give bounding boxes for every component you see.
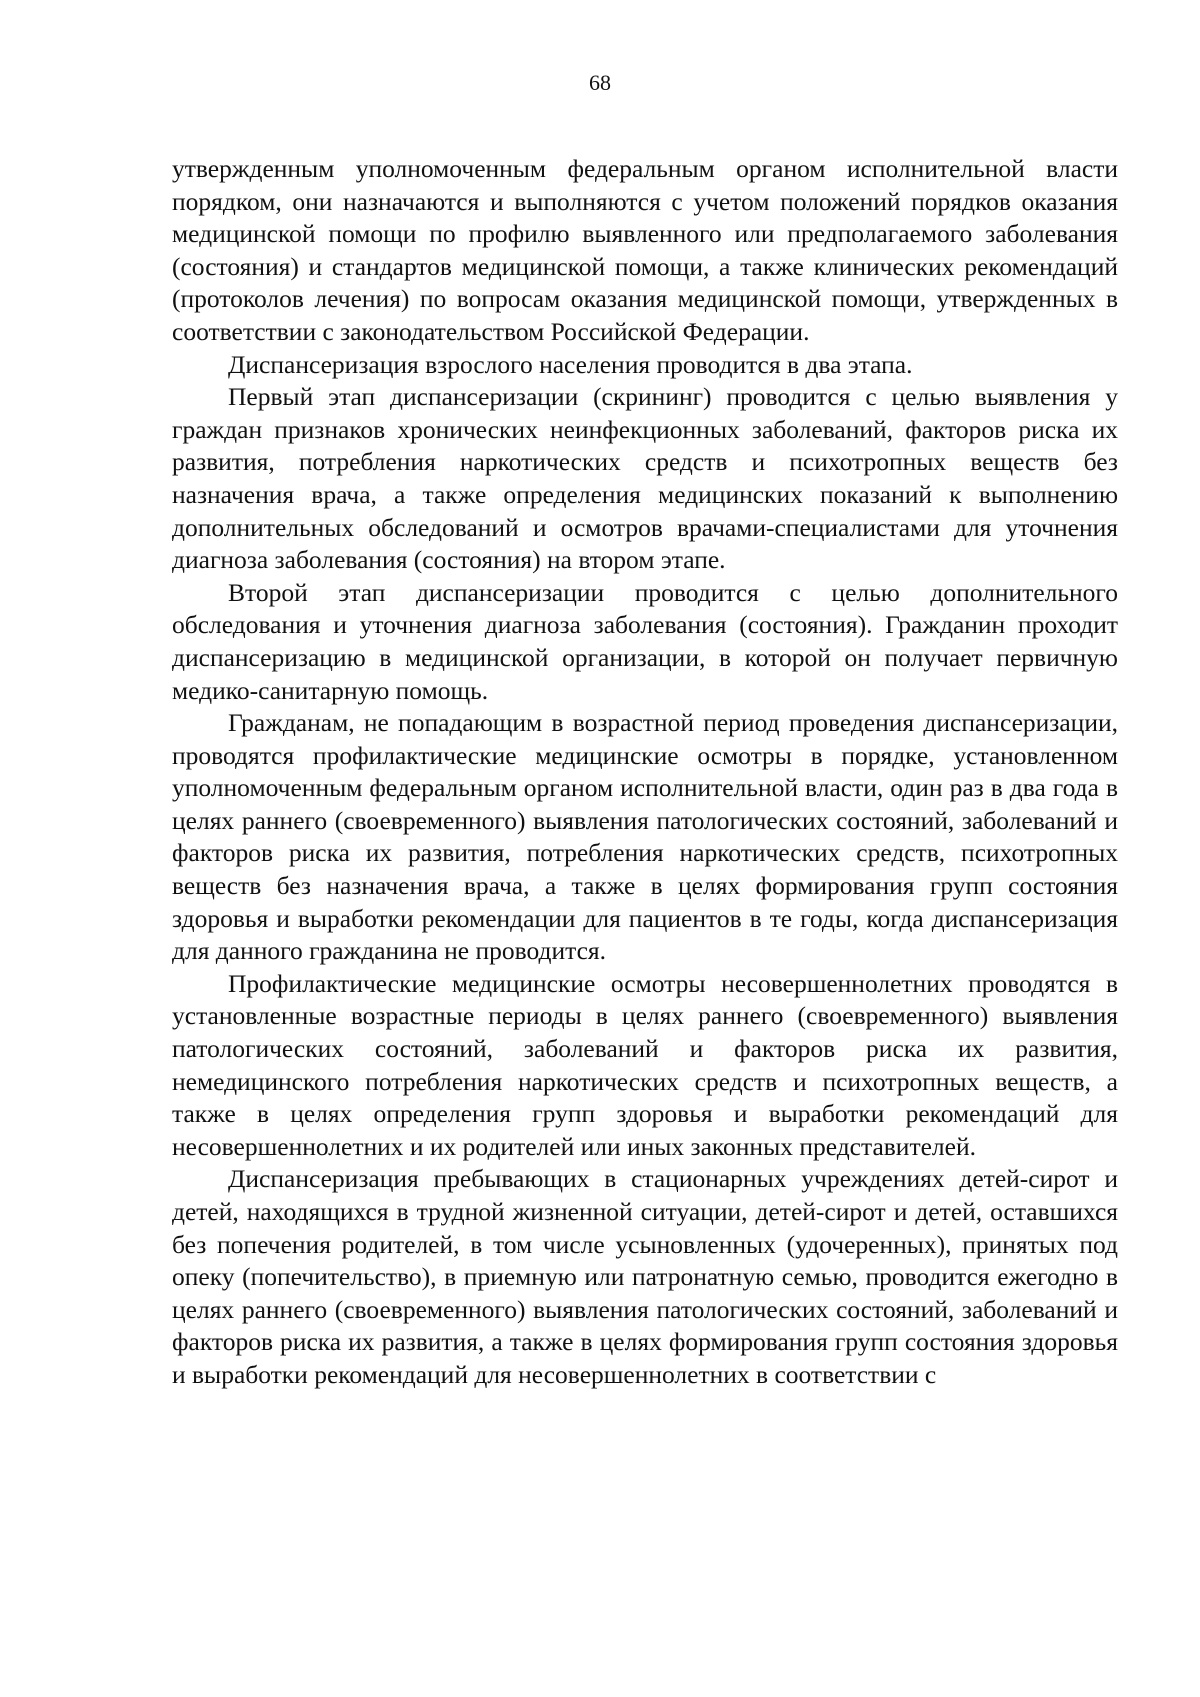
paragraph-preventive-exams-minors: Профилактические медицинские осмотры несовершеннолетних проводятся в установленные возрастные периоды в целях раннего (своевременного) выявления патологических состояний, заболеваний и факторов риска их развития, немедицинского потребления наркотических средств и психотропных веществ, а также в целях определения групп здоровья и выработки рекомендаций для несовершеннолетних и их родителей или иных законных представителей.: [172, 968, 1118, 1161]
paragraph-continuation: утвержденным уполномоченным федеральным органом исполнительной власти порядком, они назначаются и выполняются с учетом положений порядков оказания медицинской помощи по профилю выявленного или предполагаемого заболевания (состояния) и стандартов медицинской помощи, а также клинических рекомендаций (протоколов лечения) по вопросам оказания медицинской помощи, утвержденных в соответствии с законодательством Российской Федерации.: [172, 154, 1118, 346]
page-number: 68: [589, 70, 611, 95]
paragraph-preventive-exams-adults: Гражданам, не попадающим в возрастной период проведения диспансеризации, проводятся профилактические медицинские осмотры в порядке, установленном уполномоченным федеральным органом исполнительной власти, один раз в два года в целях раннего (своевременного) выявления патологических состояний, заболеваний и факторов риска их развития, потребления наркотических средств, психотропных веществ без назначения врача, а также в целях формирования групп состояния здоровья и выработки рекомендации для пациентов в те годы, когда диспансеризация для данного гражданина не проводится.: [172, 708, 1118, 966]
paragraph-orphans-dispensary: Диспансеризация пребывающих в стационарных учреждениях детей-сирот и детей, находящихся в трудной жизненной ситуации, детей-сирот и детей, оставшихся без попечения родителей, в том числе усыновленных (удочеренных), принятых под опеку (попечительство), в приемную или патронатную семью, проводится ежегодно в целях раннего (своевременного) выявления патологических состояний, заболеваний и факторов риска их развития, а также в целях формирования групп состояния здоровья и выработки рекомендаций для несовершеннолетних в соответствии с: [172, 1164, 1118, 1389]
paragraph-second-stage: Второй этап диспансеризации проводится с целью дополнительного обследования и уточнения диагноза заболевания (состояния). Гражданин проходит диспансеризацию в медицинской организации, в которой он получает первичную медико-санитарную помощь.: [172, 577, 1118, 705]
document-body: [172, 153, 1118, 1392]
paragraph-first-stage: Первый этап диспансеризации (скрининг) проводится с целью выявления у граждан признаков хронических неинфекционных заболеваний, факторов риска их развития, потребления наркотических средств и психотропных веществ без назначения врача, а также определения медицинских показаний к выполнению дополнительных обследований и осмотров врачами-специалистами для уточнения диагноза заболевания (состояния) на втором этапе.: [172, 382, 1118, 575]
paragraph-dispensary-stages: Диспансеризация взрослого населения проводится в два этапа.: [228, 349, 913, 379]
